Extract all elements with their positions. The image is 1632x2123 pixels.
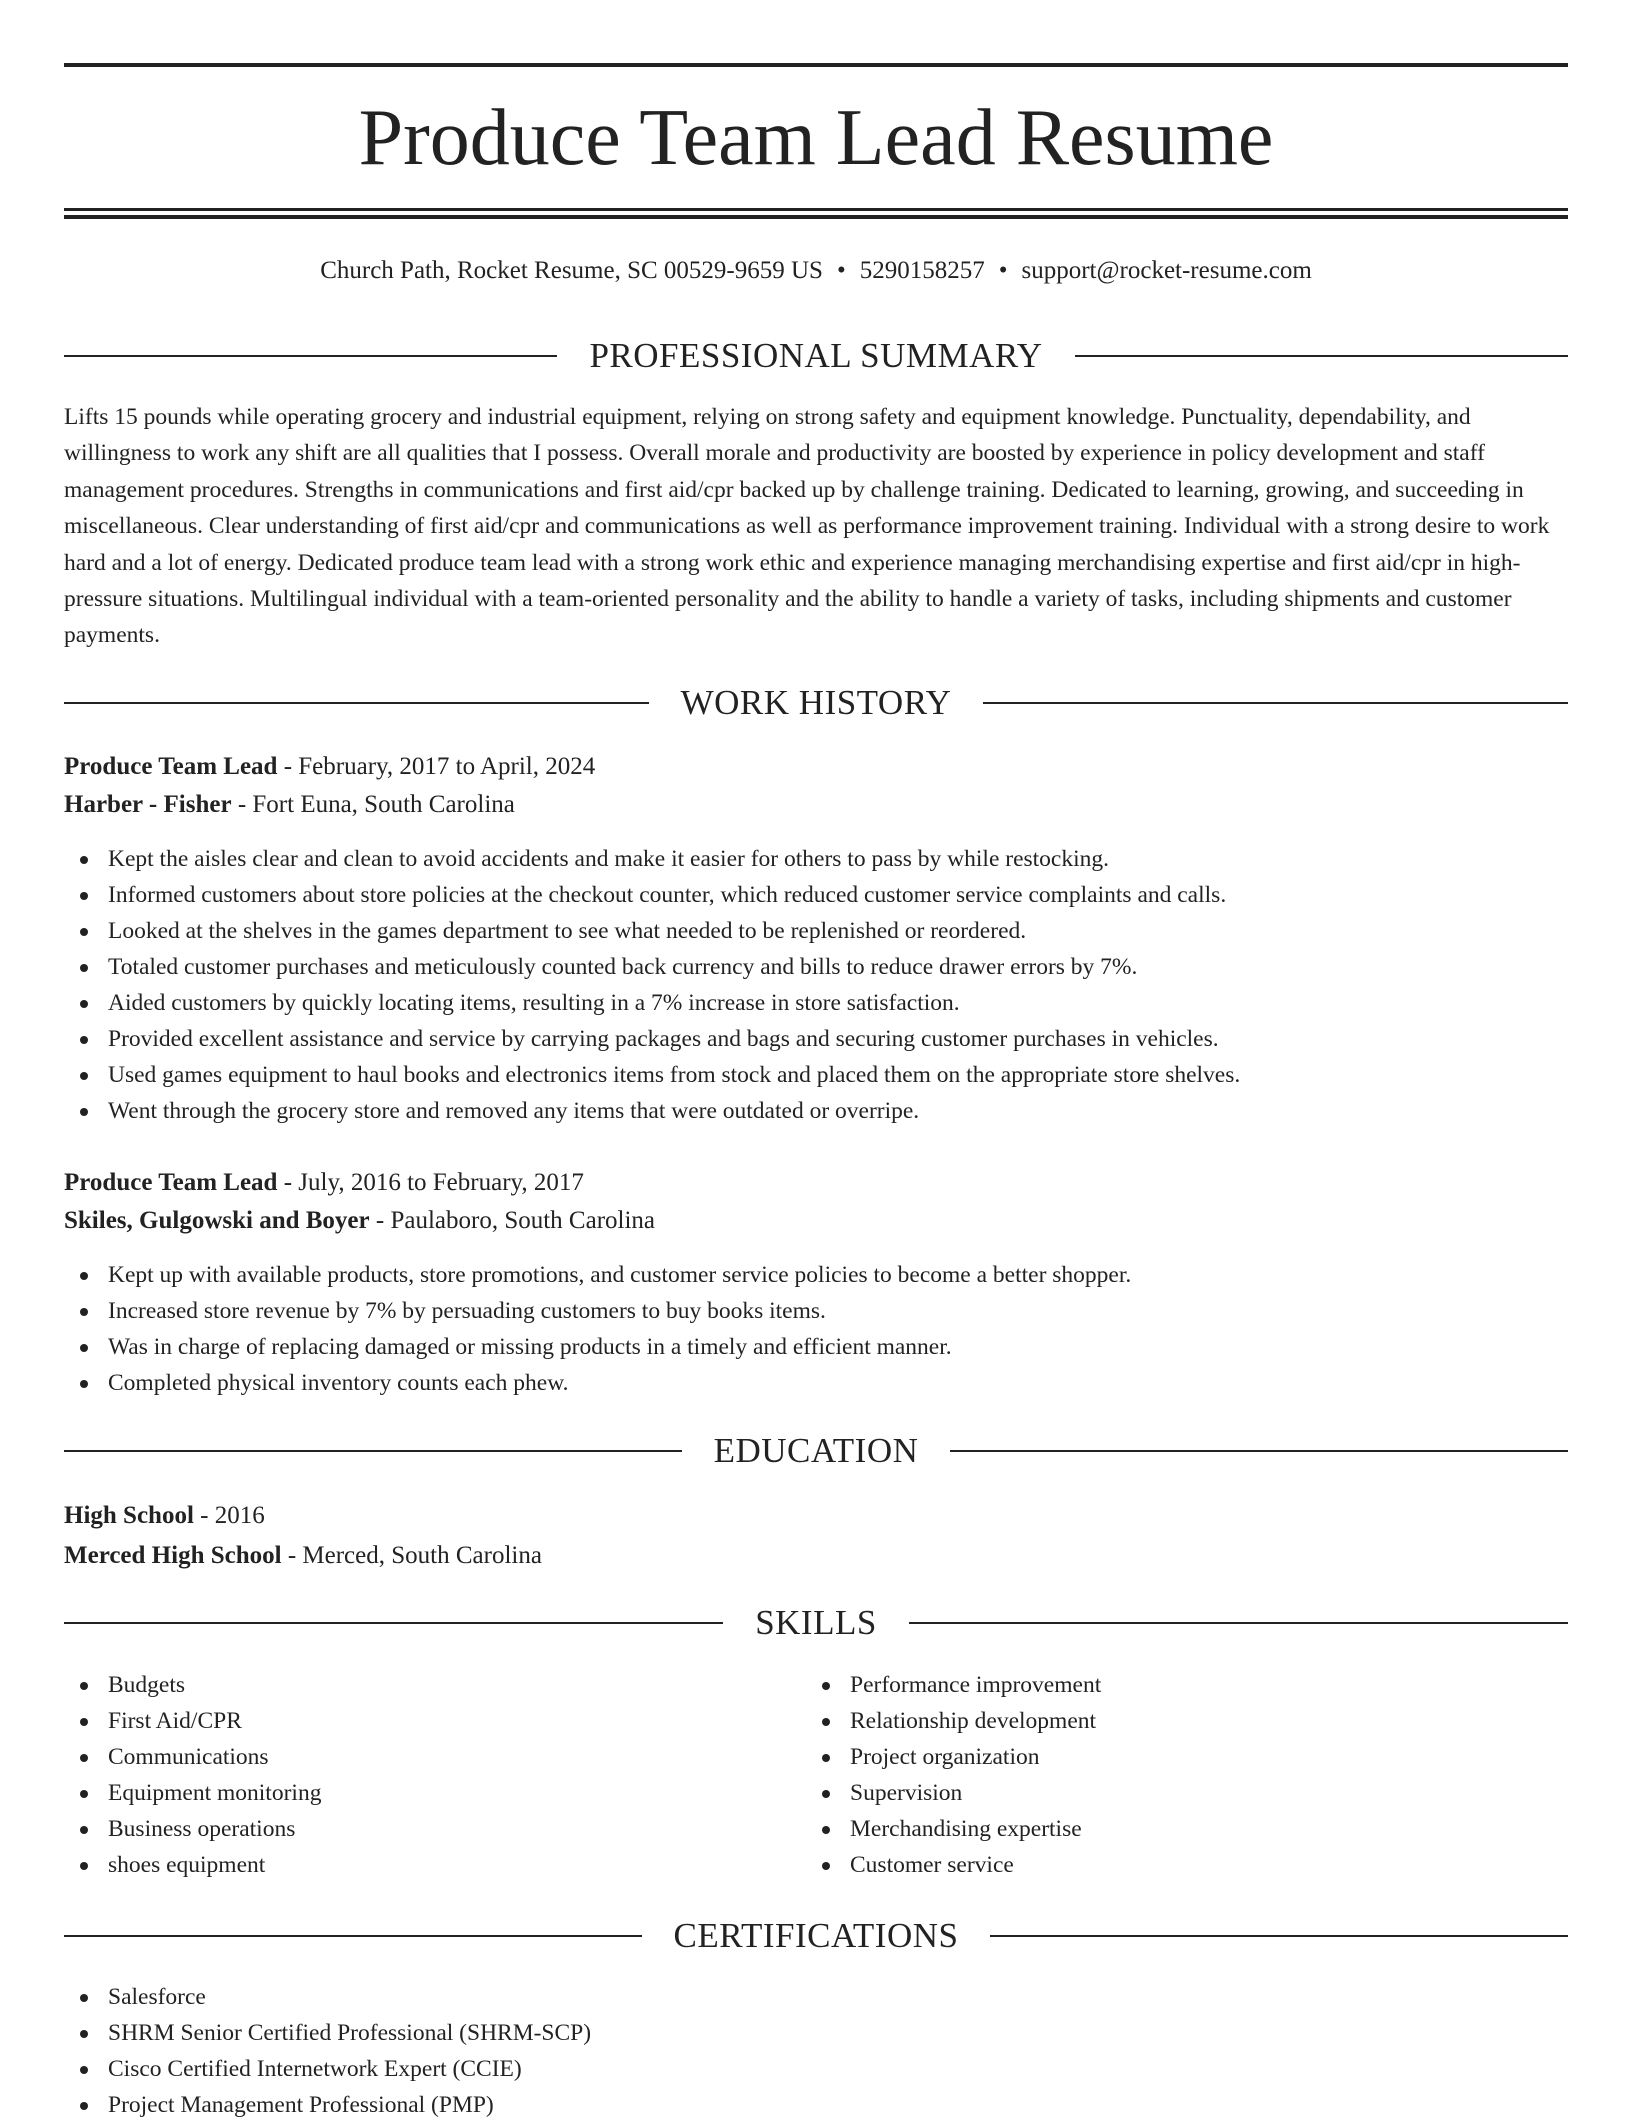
list-item: Completed physical inventory counts each phew. xyxy=(64,1365,1568,1401)
list-item: Totaled customer purchases and meticulously counted back currency and bills to reduce drawer errors by 7%. xyxy=(64,949,1568,985)
certification-item: Salesforce xyxy=(64,1979,1568,2015)
skill-item: Business operations xyxy=(64,1811,764,1847)
job-entry xyxy=(64,1164,1568,1240)
list-item: Provided excellent assistance and service by carrying packages and bags and securing customer purchases in vehicles. xyxy=(64,1021,1568,1057)
certification-item: SHRM Senior Certified Professional (SHRM-SCP) xyxy=(64,2015,1568,2051)
skill-item: Project organization xyxy=(806,1739,1506,1775)
skill-item: shoes equipment xyxy=(64,1847,764,1883)
contact-phone: 5290158257 xyxy=(859,257,985,284)
job-location: - Fort Euna, South Carolina xyxy=(231,791,515,818)
certifications-list xyxy=(64,1979,1568,2123)
education-degree: High School xyxy=(64,1502,194,1529)
job-title: Produce Team Lead xyxy=(64,753,278,780)
page-title: Produce Team Lead Resume xyxy=(358,94,1274,182)
skill-item: Customer service xyxy=(806,1847,1506,1883)
job-employer: Harber - Fisher xyxy=(64,791,232,818)
heading-rule xyxy=(990,1935,1568,1937)
job-dates: - July, 2016 to February, 2017 xyxy=(277,1169,584,1196)
heading-rule xyxy=(64,702,649,704)
heading-rule xyxy=(983,702,1568,704)
skills-column-left xyxy=(64,1667,764,1883)
job-location: - Paulaboro, South Carolina xyxy=(369,1207,656,1234)
section-title: SKILLS xyxy=(755,1603,877,1642)
list-item: Kept up with available products, store promotions, and customer service policies to become a better shopper. xyxy=(64,1257,1568,1293)
skill-item: Equipment monitoring xyxy=(64,1775,764,1811)
list-item: Increased store revenue by 7% by persuading customers to buy books items. xyxy=(64,1293,1568,1329)
education-entry xyxy=(64,1496,1568,1576)
section-title: WORK HISTORY xyxy=(680,683,952,722)
skill-item: Relationship development xyxy=(806,1703,1506,1739)
education-school: Merced High School xyxy=(64,1542,282,1569)
skill-item: First Aid/CPR xyxy=(64,1703,764,1739)
heading-rule xyxy=(1075,355,1568,357)
section-heading-skills xyxy=(64,1600,1568,1646)
list-item: Went through the grocery store and removed any items that were outdated or overripe. xyxy=(64,1093,1568,1129)
section-heading-work xyxy=(64,680,1568,726)
list-item: Aided customers by quickly locating items, resulting in a 7% increase in store satisfaction. xyxy=(64,985,1568,1021)
certification-item: Cisco Certified Internetwork Expert (CCIE) xyxy=(64,2051,1568,2087)
heading-rule xyxy=(64,1935,642,1937)
summary-text: Lifts 15 pounds while operating grocery and industrial equipment, relying on strong safety and equipment knowledge. Punctuality, dependability, and willingness to work any shift are all qualities that I possess. Overall morale and productivity are boosted by experience in policy development and staff management procedures. Strengths in communications and first aid/cpr backed up by challenge training. Dedicated to learning, growing, and succeeding in miscellaneous. Clear understanding of first aid/cpr and communications as well as performance improvement training. Individual with a strong desire to work hard and a lot of energy. Dedicated produce team lead with a strong work ethic and experience managing merchandising expertise and first aid/cpr in high-pressure situations. Multilingual individual with a team-oriented personality and the ability to handle a variety of tasks, including shipments and customer payments. xyxy=(64,404,1550,649)
heading-rule xyxy=(64,1450,682,1452)
certification-item: Project Management Professional (PMP) xyxy=(64,2087,1568,2123)
title-rule-lower xyxy=(64,215,1568,219)
contact-address: Church Path, Rocket Resume, SC 00529-9659 US xyxy=(320,257,823,284)
job-entry xyxy=(64,748,1568,824)
contact-email: support@rocket-resume.com xyxy=(1021,257,1312,284)
list-item: Looked at the shelves in the games department to see what needed to be replenished or reordered. xyxy=(64,913,1568,949)
section-heading-education xyxy=(64,1428,1568,1474)
list-item: Was in charge of replacing damaged or missing products in a timely and efficient manner. xyxy=(64,1329,1568,1365)
heading-rule xyxy=(950,1450,1568,1452)
skill-item: Budgets xyxy=(64,1667,764,1703)
title-rule-upper xyxy=(64,208,1568,211)
section-heading-summary xyxy=(64,333,1568,379)
job-title: Produce Team Lead xyxy=(64,1169,278,1196)
heading-rule xyxy=(909,1622,1568,1624)
job-dates: - February, 2017 to April, 2024 xyxy=(277,753,596,780)
contact-line xyxy=(64,253,1568,289)
job-bullets xyxy=(64,841,1568,1129)
section-heading-certifications xyxy=(64,1913,1568,1959)
contact-separator: • xyxy=(836,257,846,284)
heading-rule xyxy=(64,1622,723,1624)
skill-item: Supervision xyxy=(806,1775,1506,1811)
list-item: Kept the aisles clear and clean to avoid accidents and make it easier for others to pass by while restocking. xyxy=(64,841,1568,877)
contact-separator: • xyxy=(998,257,1008,284)
skill-item: Performance improvement xyxy=(806,1667,1506,1703)
section-title: PROFESSIONAL SUMMARY xyxy=(589,336,1043,375)
list-item: Informed customers about store policies at the checkout counter, which reduced customer service complaints and calls. xyxy=(64,877,1568,913)
skill-item: Communications xyxy=(64,1739,764,1775)
education-location: - Merced, South Carolina xyxy=(281,1542,542,1569)
skill-item: Merchandising expertise xyxy=(806,1811,1506,1847)
heading-rule xyxy=(64,355,557,357)
list-item: Used games equipment to haul books and electronics items from stock and placed them on the appropriate store shelves. xyxy=(64,1057,1568,1093)
top-rule xyxy=(64,63,1568,67)
education-year: - 2016 xyxy=(193,1502,265,1529)
section-title: EDUCATION xyxy=(713,1431,919,1470)
skills-column-right xyxy=(806,1667,1506,1883)
section-title: CERTIFICATIONS xyxy=(673,1916,959,1955)
job-employer: Skiles, Gulgowski and Boyer xyxy=(64,1207,370,1234)
job-bullets xyxy=(64,1257,1568,1401)
